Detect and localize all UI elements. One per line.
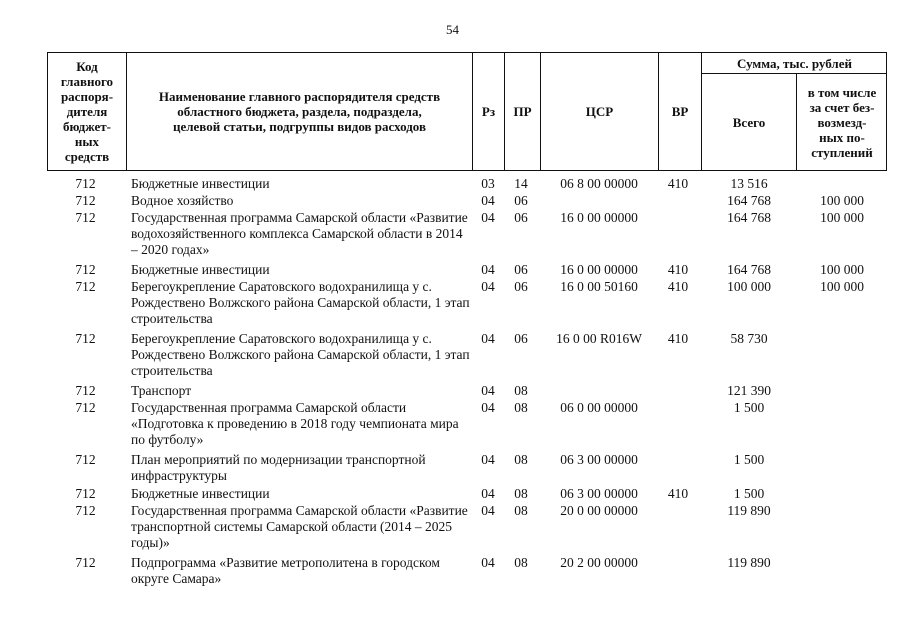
header-vr: ВР — [671, 104, 689, 119]
page-number: 54 — [446, 22, 459, 37]
header-name: Наименование главного распорядителя средств областного бюджета, раздела, подраздела, целевой статьи, подгруппы видов расходов — [158, 89, 441, 134]
header-free: в том числе за счет без- возмезд- ных по- ступлений — [807, 84, 877, 160]
header-rz: Рз — [481, 104, 496, 119]
table-header — [47, 52, 887, 171]
header-pr: ПР — [513, 104, 532, 119]
header-code: Код главного распоря- дителя бюджет- ных средств — [60, 59, 114, 164]
header-csr: ЦСР — [585, 104, 614, 119]
header-total: Всего — [732, 114, 766, 130]
header-sum: Сумма, тыс. рублей — [737, 55, 852, 71]
